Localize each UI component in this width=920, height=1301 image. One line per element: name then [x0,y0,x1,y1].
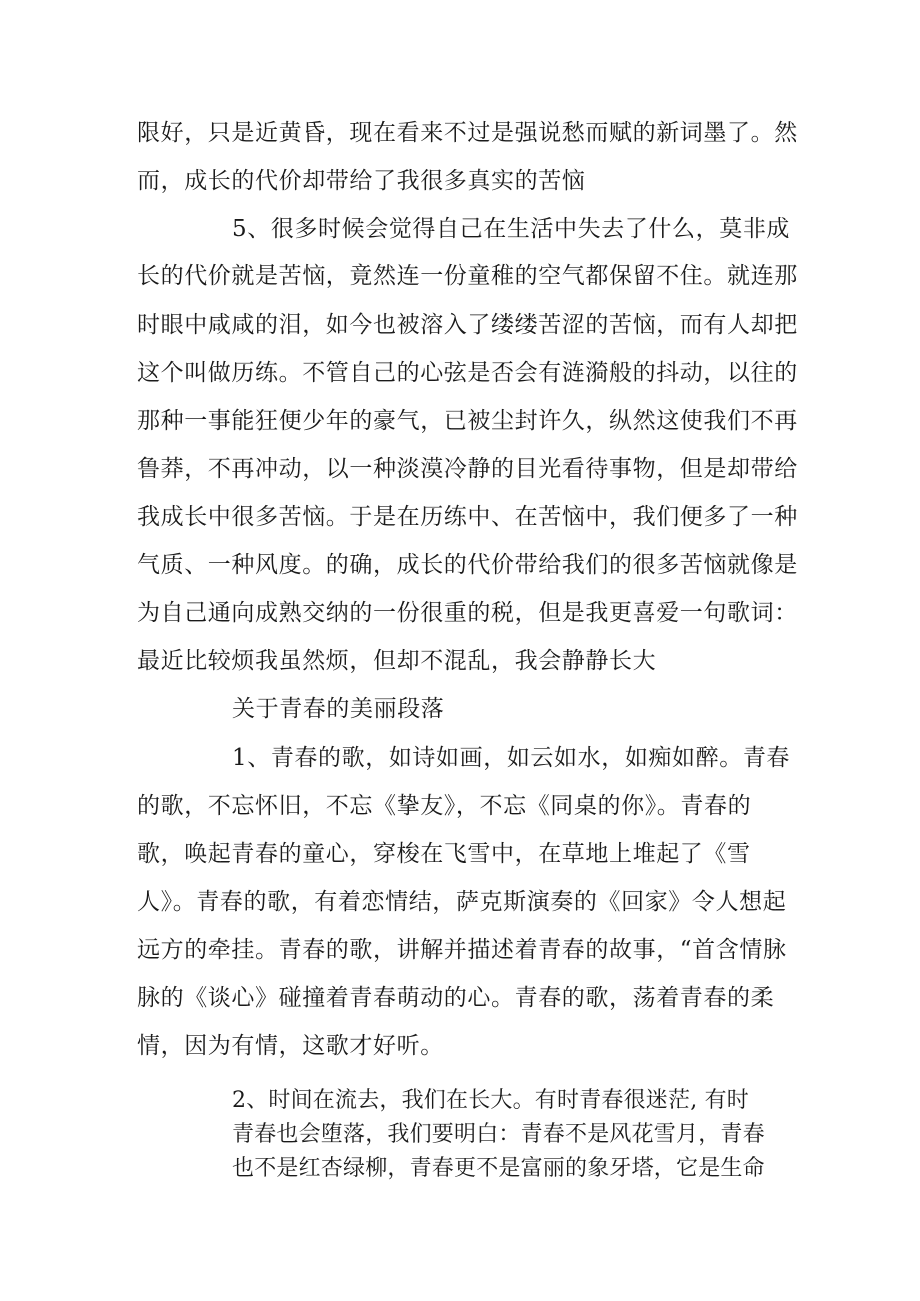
text-line: 气质、一种风度。的确，成长的代价带给我们的很多苦恼就像是 [137,552,798,578]
text-line: 鲁莽，不再冲动，以一种淡漠冷静的目光看待事物，但是却带给 [137,456,798,482]
text-line: 脉的《谈心》碰撞着青春萌动的心。青春的歌，荡着青春的柔 [137,985,775,1011]
text-line: 限好，只是近黄昏，现在看来不过是强说愁而赋的新词墨了。然 [137,120,798,146]
text-line: 而，成长的代价却带给了我很多真实的苦恼 [137,168,586,194]
text-line: 为自己通向成熟交纳的一份很重的税，但是我更喜爱一句歌词： [137,600,798,626]
paragraph-2-start: 2、时间在流去，我们在长大。有时青春很迷茫, 有时 [232,1088,749,1113]
text-line: 情，因为有情，这歌才好听。 [137,1033,444,1059]
text-line: 青春也会堕落，我们要明白：青春不是风花雪月，青春 [232,1122,765,1147]
text-line: 最近比较烦我虽然烦，但却不混乱，我会静静长大 [137,648,657,674]
text-line: 远方的牵挂。青春的歌，讲解并描述着青春的故事，“首含情脉 [137,937,787,963]
paragraph-1-start: 1、青春的歌，如诗如画，如云如水，如痴如醉。青春 [232,745,791,771]
text-line: 我成长中很多苦恼。于是在历练中、在苦恼中，我们便多了一种 [137,504,798,530]
text-line: 人》。青春的歌，有着恋情结，萨克斯演奏的《回家》令人想起 [137,889,787,915]
text-line: 那种一事能狂便少年的豪气，已被尘封许久，纵然这使我们不再 [137,408,798,434]
text-line: 长的代价就是苦恼，竟然连一份童稚的空气都保留不住。就连那 [137,263,798,289]
text-line: 时眼中咸咸的泪，如今也被溶入了缕缕苦涩的苦恼，而有人却把 [137,312,798,338]
text-line: 也不是红杏绿柳，青春更不是富丽的象牙塔，它是生命 [232,1156,765,1181]
section-heading: 关于青春的美丽段落 [232,696,445,722]
text-line: 这个叫做历练。不管自己的心弦是否会有涟漪般的抖动，以往的 [137,360,798,386]
text-line: 的歌，不忘怀旧，不忘《挚友》，不忘《同桌的你》。青春的 [137,793,752,819]
text-line: 歌，唤起青春的童心，穿梭在飞雪中，在草地上堆起了《雪 [137,841,751,867]
paragraph-5-start: 5、很多时候会觉得自己在生活中失去了什么，莫非成 [232,216,791,242]
